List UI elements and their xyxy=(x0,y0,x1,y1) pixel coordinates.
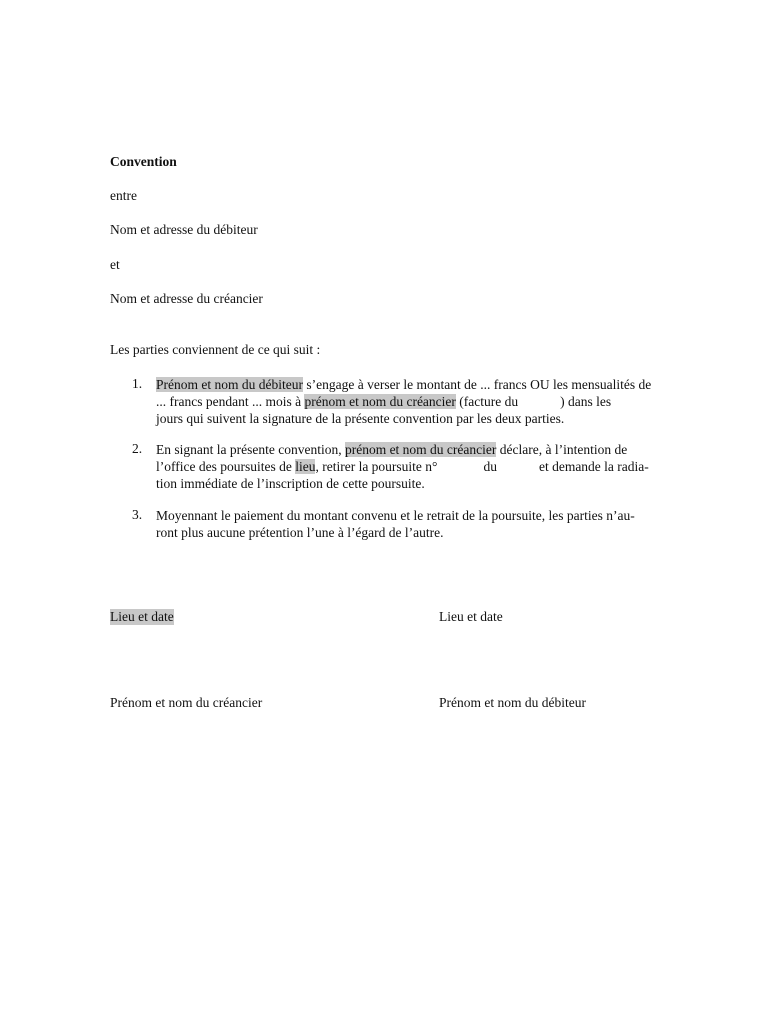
left-place-date: Lieu et date xyxy=(110,609,174,624)
clause-line: jours qui suivent la signature de la présente convention par les deux parties. xyxy=(156,411,565,426)
clause-line xyxy=(156,458,649,475)
between-label: entre xyxy=(110,188,137,203)
and-label: et xyxy=(110,257,120,272)
clause-text: (facture du xyxy=(455,394,519,409)
clause-text: ... francs pendant ... mois à xyxy=(156,394,305,409)
clause-line: ront plus aucune prétention l’une à l’égard de l’autre. xyxy=(156,525,444,540)
clause-line xyxy=(156,441,627,458)
creditor-signature-name: Prénom et nom du créancier xyxy=(110,695,263,710)
clause-text: ) dans les xyxy=(560,394,612,409)
clause-line: tion immédiate de l’inscription de cette poursuite. xyxy=(156,476,425,491)
clause-line xyxy=(156,376,651,393)
clause-number: 3. xyxy=(132,507,143,522)
clause-text: s’engage à verser le montant de ... francs OU les mensualités de xyxy=(302,377,652,392)
creditor-name-field: prénom et nom du créancier xyxy=(304,394,456,409)
debtor-name-address: Nom et adresse du débiteur xyxy=(110,222,258,237)
clause-text: et demande la radia- xyxy=(538,459,649,474)
clause-line xyxy=(156,393,611,410)
clause-text: déclare, à l’intention de xyxy=(496,442,628,457)
clause-number: 1. xyxy=(132,376,143,391)
debtor-name-field: Prénom et nom du débiteur xyxy=(156,377,303,392)
clause-text: l’office des poursuites de xyxy=(156,459,296,474)
creditor-name-field: prénom et nom du créancier xyxy=(344,442,497,457)
creditor-name-address: Nom et adresse du créancier xyxy=(110,291,263,306)
clause-text: , retirer la poursuite n° xyxy=(315,459,438,474)
place-field: lieu xyxy=(295,459,316,474)
clause-text: du xyxy=(483,459,497,474)
clause-line: Moyennant le paiement du montant convenu et le retrait de la poursuite, les parties n’au- xyxy=(156,508,635,523)
debtor-signature-name: Prénom et nom du débiteur xyxy=(439,695,586,710)
clause-number: 2. xyxy=(132,441,143,456)
intro-text: Les parties conviennent de ce qui suit : xyxy=(110,342,321,357)
clause-text: En signant la présente convention, xyxy=(156,442,345,457)
document-title: Convention xyxy=(110,154,177,169)
right-place-date: Lieu et date xyxy=(439,609,503,624)
